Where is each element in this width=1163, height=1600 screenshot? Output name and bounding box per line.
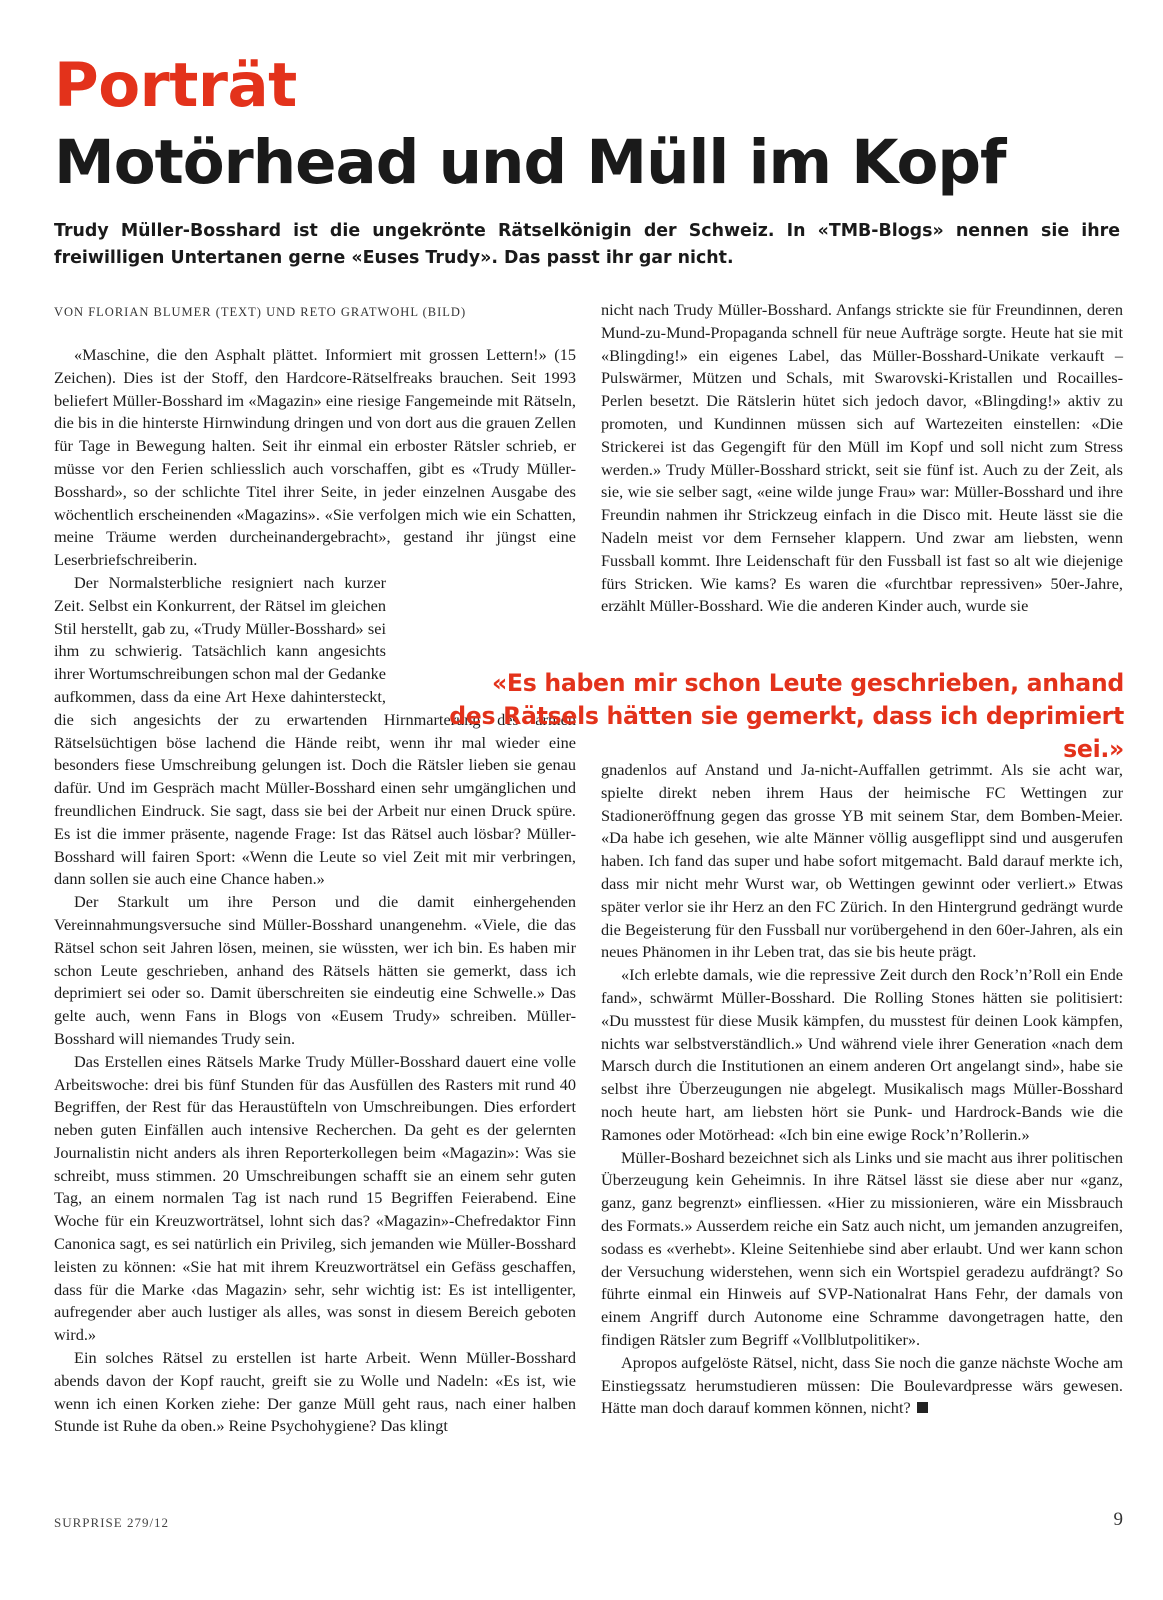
right-column-top (601, 299, 1123, 618)
right-column-bottom (601, 759, 1123, 1420)
paragraph-last (601, 1352, 1123, 1420)
section-rubric: Porträt (54, 50, 297, 121)
paragraph-text: Apropos aufgelöste Rätsel, nicht, dass Sie noch die ganze nächste Woche am Einstiegssatz herumstudieren müssen: Die Boulevardpresse wärs gewesen. Hätte man doch darauf kommen können, nicht? (601, 1352, 1123, 1418)
end-mark-icon (917, 1402, 928, 1413)
paragraph: Müller-Boshard bezeichnet sich als Links und sie macht aus ihrer politischen Überzeugung kein Geheimnis. In ihre Rätsel lässt sie diese aber nur «ganz, ganz, ganz begrenzt» einfliessen. «Hier zu missionieren, wäre ein Missbrauch des Formats.» Ausserdem reiche ein Satz auch nicht, um jemanden anzugreifen, sodass es «verhebt». Kleine Seitenhiebe sind aber erlaubt. Und wer kann schon der Versuchung widerstehen, wenn sich ein Wortspiel geradezu aufdrängt? So führte einmal ein Hinweis auf SVP-Nationalrat Hans Fehr, der damals von einem Angriff durch Autonome eine Schramme davongetragen hatte, den findigen Rätsler zum Begriff «Vollblutpolitiker». (601, 1147, 1123, 1349)
paragraph: Das Erstellen eines Rätsels Marke Trudy Müller-Bosshard dauert eine volle Arbeitswoche: drei bis fünf Stunden für das Ausfüllen des Rasters mit rund 40 Begriffen, der Rest für das Heraustüfteln von Umschreibungen. Dies erfordert neben guten Einfällen auch intensive Recherchen. Da geht es der gelernten Journalistin nicht anders als ihren Reporterkollegen beim «Magazin»: Was sie schreibt, muss stimmen. 20 Umschreibungen schafft sie an einem sehr guten Tag, an einem normalen Tag ist nach rund 15 Begriffen Feierabend. Eine Woche für ein Kreuzworträtsel, lohnt sich das? «Magazin»-Chefredaktor Finn Canonica sagt, es sei natürlich ein Privileg, sich jemanden wie Müller-Bosshard leisten zu können: «Sie hat mit ihrem Kreuzworträtsel ein Gefäss geschaffen, dass für die Marke ‹das Magazin› sehr, sehr wichtig ist: Es ist intelligenter, aufregender aber auch lustiger als alles, was sonst in diesem Bereich geboten wird.» (54, 1051, 576, 1345)
paragraph: nicht nach Trudy Müller-Bosshard. Anfangs strickte sie für Freundinnen, deren Mund-zu-Mund-Propaganda schnell für neue Aufträge sorgte. Heute hat sie mit «Blingding!» ein eigenes Label, das Müller-Bosshard-Unikate verkauft – Pulswärmer, Mützen und Schals, mit Swarovski-Kristallen und Rocailles-Perlen besetzt. Die Rätslerin hütet sich jedoch davor, «Blingding!» aktiv zu promoten, und Kundinnen müssen sich auf Wartezeiten einstellen: «Die Strickerei ist das Gegengift für den Müll im Kopf und soll nicht zum Stress werden.» Trudy Müller-Bosshard strickt, seit sie fünf ist. Auch zu der Zeit, als sie, wie sie selber sagt, «eine wilde junge Frau» war: Müller-Bosshard und ihre Freundin nahmen ihr Strickzeug einfach in die Disco mit. Heute lässt sie die Nadeln meist vor dem Fernseher klappern. Und zwar am liebsten, wenn Fussball kommt. Ihre Leidenschaft für den Fussball ist fast so alt wie diejenige fürs Stricken. Wie kams? Es waren die «furchtbar repressiven» 50er-Jahre, erzählt Müller-Bosshard. Wie die anderen Kinder auch, wurde sie (601, 300, 1123, 616)
paragraph: Der Normalsterbliche resigniert nach kurzer Zeit. Selbst ein Konkurrent, der Rätsel im gleichen Stil herstellt, gab zu, «Trudy Müller-Bosshard» sei ihm zu schwierig. Tatsächlich kann angesichts ihrer Wortumschreibungen schon mal der Gedanke aufkommen, dass da eine Art Hexe dahintersteckt, die sich angesichts der zu erwartenden Hirnmarterung des armen Rätselsüchtigen böse lachend die Hände reibt, wenn ihr mal wieder eine besonders fiese Umschreibung gelungen ist. Doch die Rätsler lieben sie genau dafür. Und im Gespräch macht Müller-Bosshard einen sehr umgänglichen und freundlichen Eindruck. Sie sagt, dass sie bei der Arbeit nur einen Druck spüre. Es ist die immer präsente, nagende Frage: Ist das Rätsel auch lösbar? Müller-Bosshard will fairen Sport: «Wenn die Leute so viel Zeit mit mir verbringen, dann sollen sie auch eine Chance haben.» (54, 572, 576, 889)
issue-label: SURPRISE 279/12 (54, 1515, 170, 1530)
paragraph: «Ich erlebte damals, wie die repressive Zeit durch den Rock’n’Roll ein Ende fand», schwärmt Müller-Bosshard. Die Rolling Stones hätten sie politisiert: «Du musstest für diese Musik kämpfen, du musstest für deinen Look kämpfen, nichts war selbstverständlich.» Und während viele ihrer Generation «nach dem Marsch durch die Institutionen an einem anderen Ort angelangt sind», habe sie selbst ihre Überzeugungen nie abgelegt. Musikalisch mags Müller-Bosshard noch heute hart, am liebsten hört sie Punk- und Hardrock-Bands wie die Ramones oder Motörhead: «Ich bin eine ewige Rock’n’Rollerin.» (601, 965, 1123, 1144)
byline: VON FLORIAN BLUMER (TEXT) UND RETO GRATWOHL (BILD) (54, 305, 467, 319)
paragraph: «Maschine, die den Asphalt plättet. Informiert mit grossen Lettern!» (15 Zeichen). Dies ist der Stoff, den Hardcore-Rätselfreaks brauchen. Seit 1993 beliefert Müller-Bosshard im «Magazin» eine riesige Fangemeinde mit Rätseln, die bis in die hinterste Hirnwindung dringen und von dort aus die grauen Zellen für Tage in Bewegung halten. Seit ihr einmal ein erboster Rätsler schrieb, er müsse vor den Ferien schliesslich auch vorschaffen, gibt es «Trudy Müller-Bosshard», so der schlichte Titel ihrer Seite, in jeder einzelnen Ausgabe des wöchentlich erscheinenden «Magazins». «Sie verfolgen mich wie ein Schatten, meine Träume werden durcheinandergebracht», gestand ihr jüngst eine Leserbriefschreiberin. (54, 345, 576, 570)
article-lead: Trudy Müller-Bosshard ist die ungekrönte Rätselkönigin der Schweiz. In «TMB-Blogs» nennen sie ihre freiwilligen Untertanen gerne «Euses Trudy». Das passt ihr gar nicht. (54, 221, 1120, 268)
paragraph: Der Starkult um ihre Person und die damit einhergehenden Vereinnahmungsversuche sind Müller-Bosshard unangenehm. «Viele, die das Rätsel schon seit Jahren lösen, meinen, sie wüssten, wer ich bin. Es haben mir schon Leute geschrieben, anhand des Rätsels hätten sie gemerkt, dass ich deprimiert sei oder so. Damit überschreiten sie eindeutig eine Schwelle.» Das gelte auch, wenn Fans in Blogs von «Eusem Trudy» schreiben. Müller-Bosshard will niemandes Trudy sein. (54, 892, 576, 1048)
left-column (54, 344, 576, 1438)
article-title: Motörhead und Müll im Kopf (54, 127, 1006, 198)
paragraph: gnadenlos auf Anstand und Ja-nicht-Auffallen getrimmt. Als sie acht war, spielte direkt neben ihrem Haus der heimische FC Wettingen zur Stadioneröffnung gegen das grosse YB mit seinem Star, dem Bomben-Meier. «Da habe ich gesehen, wie alte Männer völlig ausgeflippt sind und ausgerufen haben. Ich fand das super und habe sofort mitgemacht. Bald darauf merkte ich, dass mir nicht mehr Wurst war, ob Wettingen gewinnt oder verliert.» Etwas später verlor sie ihr Herz an den FC Zürich. In den Hintergrund gedrängt wurde die Begeisterung für den Fussball nur vorübergehend in den 60er-Jahren, als ein neues Phänomen in ihr Leben trat, das sie bis heute prägt. (601, 760, 1123, 962)
pull-quote: «Es haben mir schon Leute geschrieben, anhand des Rätsels hätten sie gemerkt, dass ich deprimiert sei.» (449, 669, 1124, 763)
paragraph: Ein solches Rätsel zu erstellen ist harte Arbeit. Wenn Müller-Bosshard abends davon der Kopf raucht, greift sie zu Wolle und Nadeln: «Es ist, wie wenn ich einen Korken ziehe: Der ganze Müll geht raus, nach einer halben Stunde ist Ruhe da oben.» Reine Psychohygiene? Das klingt (54, 1348, 576, 1436)
page-number: 9 (1113, 1509, 1123, 1530)
